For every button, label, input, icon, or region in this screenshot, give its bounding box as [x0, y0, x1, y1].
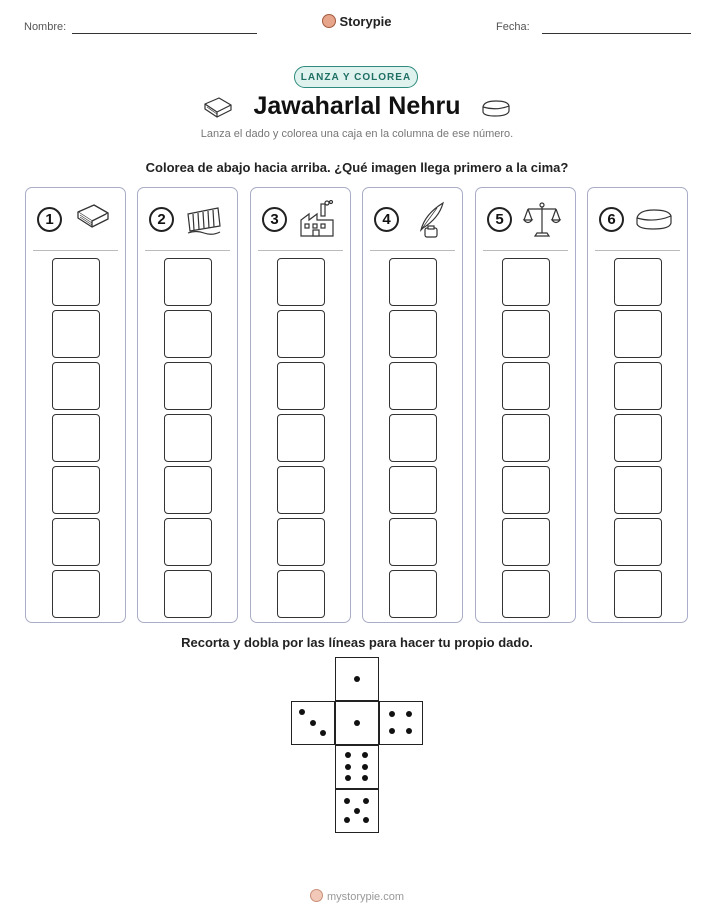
dice-pip	[354, 720, 360, 726]
color-box[interactable]	[614, 518, 662, 566]
color-box[interactable]	[389, 258, 437, 306]
column-5	[475, 187, 576, 623]
color-box[interactable]	[502, 310, 550, 358]
column-1	[25, 187, 126, 623]
scales-icon	[522, 200, 562, 240]
color-box[interactable]	[277, 310, 325, 358]
color-box[interactable]	[52, 518, 100, 566]
color-box[interactable]	[52, 466, 100, 514]
name-field[interactable]	[72, 33, 257, 34]
dice-pip	[345, 764, 351, 770]
color-box[interactable]	[614, 570, 662, 618]
color-box[interactable]	[164, 466, 212, 514]
color-box[interactable]	[614, 414, 662, 462]
dice-pip	[299, 709, 305, 715]
dice-pip	[406, 711, 412, 717]
color-box[interactable]	[389, 414, 437, 462]
dice-pip	[354, 808, 360, 814]
color-box[interactable]	[277, 414, 325, 462]
color-box[interactable]	[52, 414, 100, 462]
dice-pip	[354, 676, 360, 682]
column-2	[137, 187, 238, 623]
dice-pip	[344, 798, 350, 804]
color-box[interactable]	[614, 310, 662, 358]
color-box[interactable]	[502, 258, 550, 306]
bear-icon	[322, 14, 336, 28]
color-box[interactable]	[502, 570, 550, 618]
color-box[interactable]	[389, 310, 437, 358]
factory-icon	[297, 200, 337, 240]
color-box[interactable]	[614, 466, 662, 514]
page-subtitle: Lanza el dado y colorea una caja en la columna de ese número.	[200, 128, 514, 140]
column-number: 4	[374, 207, 399, 232]
name-label: Nombre:	[24, 21, 67, 33]
dice-face-1	[335, 657, 379, 701]
color-box[interactable]	[164, 310, 212, 358]
dice-pip	[310, 720, 316, 726]
column-divider	[483, 250, 568, 251]
color-box[interactable]	[614, 258, 662, 306]
quill-ink-icon	[409, 200, 449, 240]
cap-icon	[634, 200, 674, 240]
cap-icon	[480, 97, 512, 119]
column-divider	[145, 250, 230, 251]
color-box[interactable]	[52, 310, 100, 358]
activity-badge: LANZA Y COLOREA	[294, 66, 418, 88]
page-title: Jawaharlal Nehru	[253, 92, 461, 120]
color-box[interactable]	[277, 362, 325, 410]
dice-face-1	[335, 701, 379, 745]
dice-pip	[406, 728, 412, 734]
color-box[interactable]	[164, 414, 212, 462]
column-number: 5	[487, 207, 512, 232]
brand-name: Storypie	[339, 14, 392, 29]
dice-face-3	[291, 701, 335, 745]
column-number: 1	[37, 207, 62, 232]
date-label: Fecha:	[496, 21, 530, 33]
color-box[interactable]	[52, 570, 100, 618]
column-number: 2	[149, 207, 174, 232]
color-box[interactable]	[502, 466, 550, 514]
column-divider	[33, 250, 118, 251]
color-box[interactable]	[502, 362, 550, 410]
color-box[interactable]	[389, 362, 437, 410]
dice-pip	[362, 752, 368, 758]
dice-pip	[362, 775, 368, 781]
dice-pip	[389, 711, 395, 717]
brand-logo	[0, 14, 714, 29]
column-4	[362, 187, 463, 623]
color-box[interactable]	[277, 570, 325, 618]
column-6	[587, 187, 688, 623]
color-box[interactable]	[389, 518, 437, 566]
dice-pip	[363, 798, 369, 804]
color-box[interactable]	[52, 362, 100, 410]
column-3	[250, 187, 351, 623]
column-divider	[595, 250, 680, 251]
column-divider	[370, 250, 455, 251]
dice-pip	[320, 730, 326, 736]
dice-pip	[344, 817, 350, 823]
color-box[interactable]	[389, 570, 437, 618]
dice-face-5	[335, 789, 379, 833]
column-number: 3	[262, 207, 287, 232]
dice-pip	[345, 775, 351, 781]
date-field[interactable]	[542, 33, 691, 34]
dice-pip	[362, 764, 368, 770]
bear-icon	[310, 889, 323, 902]
color-box[interactable]	[52, 258, 100, 306]
color-box[interactable]	[164, 570, 212, 618]
cut-instruction: Recorta y dobla por las líneas para hacer tu propio dado.	[181, 635, 533, 650]
color-box[interactable]	[277, 518, 325, 566]
color-box[interactable]	[389, 466, 437, 514]
footer	[0, 889, 714, 903]
dice-pip	[389, 728, 395, 734]
game-instruction: Colorea de abajo hacia arriba. ¿Qué imagen llega primero a la cima?	[145, 160, 569, 175]
column-number: 6	[599, 207, 624, 232]
dice-pip	[363, 817, 369, 823]
color-box[interactable]	[614, 362, 662, 410]
column-divider	[258, 250, 343, 251]
color-box[interactable]	[502, 414, 550, 462]
dice-pip	[345, 752, 351, 758]
color-box[interactable]	[164, 518, 212, 566]
dam-icon	[184, 200, 224, 240]
color-box[interactable]	[277, 466, 325, 514]
color-box[interactable]	[502, 518, 550, 566]
footer-url: mystorypie.com	[326, 891, 405, 903]
color-box[interactable]	[277, 258, 325, 306]
color-box[interactable]	[164, 258, 212, 306]
book-icon	[72, 200, 112, 240]
dice-face-6	[335, 745, 379, 789]
dice-face-4	[379, 701, 423, 745]
color-box[interactable]	[164, 362, 212, 410]
